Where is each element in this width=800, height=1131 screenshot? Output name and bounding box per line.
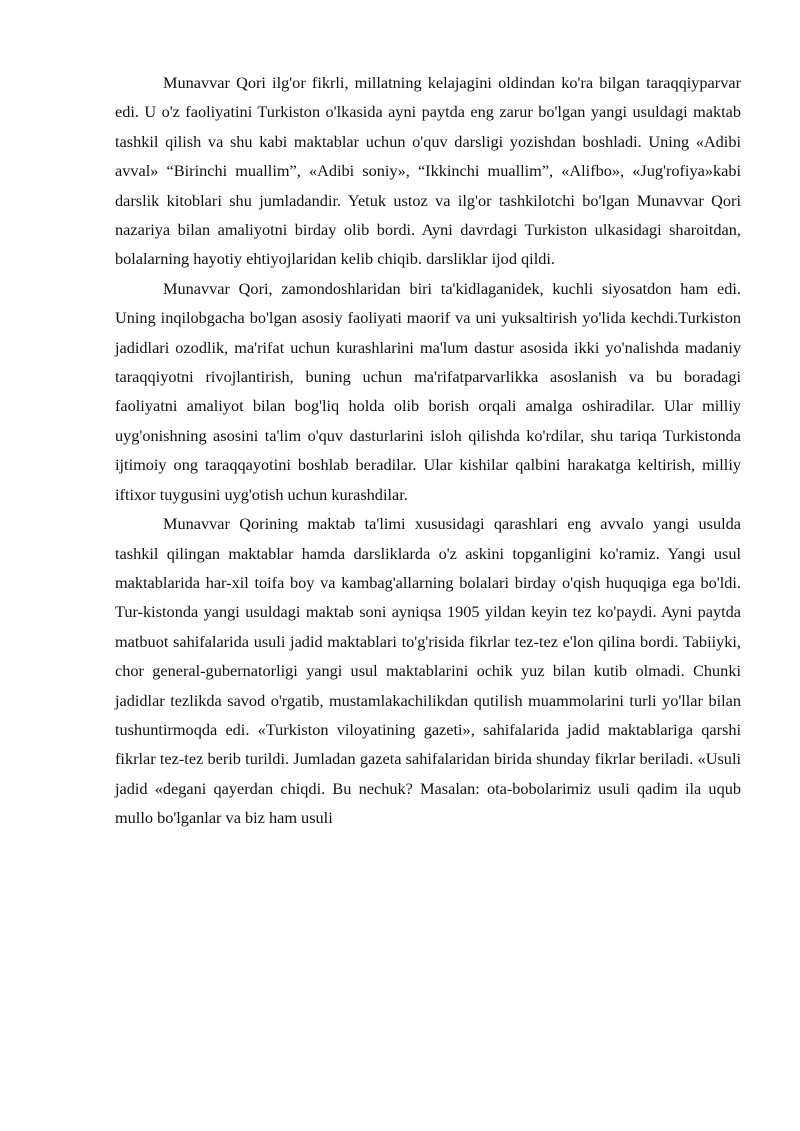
document-page bbox=[115, 68, 741, 833]
paragraph-1: Munavvar Qori ilg'or fikrli, millatning kelajagini oldindan ko'ra bilgan taraqqiyparvar edi. U o'z faoliyatini Turkiston o'lkasida ayni paytda eng zarur bo'lgan yangi usuldagi maktab tashkil qilish va shu kabi maktablar uchun o'quv darsligi yozishdan boshladi. Uning «Adibi avval» “Birinchi muallim”, «Adibi soniy», “Ikkinchi muallim”, «Alifbo», «Jug'rofiya»kabi darslik kitoblari shu jumladandir. Yetuk ustoz va ilg'or tashkilotchi bo'lgan Munavvar Qori nazariya bilan amaliyotni birday olib bordi. Ayni davrdagi Turkiston ulkasidagi sharoitdan, bolalarning hayotiy ehtiyojlaridan kelib chiqib. darsliklar ijod qildi. bbox=[115, 73, 741, 269]
paragraph-2: Munavvar Qori, zamondoshlaridan biri ta'kidlaganidek, kuchli siyosatdon ham edi. Uning inqilobgacha bo'lgan asosiy faoliyati maorif va uni yuksaltirish yo'lida kechdi.Turkiston jadidlari ozodlik, ma'rifat uchun kurashlarini ma'lum dastur asosida ikki yo'nalishda madaniy taraqqiyotni rivojlantirish, buning uchun ma'rifatparvarlikka asoslanish va bu boradagi faoliyatni amaliyot bilan bog'liq holda olib borish orqali amalga oshiradilar. Ular milliy uyg'onishning asosini ta'lim o'quv dasturlarini isloh qilishda ko'rdilar, shu tariqa Turkistonda ijtimoiy ong taraqqayotini boshlab beradilar. Ular kishilar qalbini harakatga keltirish, milliy iftixor tuygusini uyg'otish uchun kurashdilar. bbox=[115, 278, 741, 504]
paragraph-3: Munavvar Qorining maktab ta'limi xususidagi qarashlari eng avvalo yangi usulda tashkil qilingan maktablar hamda darsliklarda o'z askini topganligini ko'ramiz. Yangi usul maktablarida har-xil toifa boy va kambag'allarning bolalari birday o'qish huquqiga ega bo'ldi. Tur-kistonda yangi usuldagi maktab soni ayniqsa 1905 yildan keyin tez ko'paydi. Ayni paytda matbuot sahifalarida usuli jadid maktablari to'g'risida fikrlar tez-tez e'lon qilina bordi. Tabiiyki, chor general-gubernatorligi yangi usul maktablarini ochik yuz bilan kutib olmadi. Chunki jadidlar tezlikda savod o'rgatib, mustamlakachilikdan qutilish muammolarini turli yo'llar bilan tushuntirmoqda edi. «Turkiston viloyatining gazeti», sahifalarida jadid maktablariga qarshi fikrlar tez-tez berib turildi. Jumladan gazeta sahifalaridan birida shunday fikrlar beriladi. «Usuli jadid «degani qayerdan chiqdi. Bu nechuk? Masalan: ota-bobolarimiz usuli qadim ila uqub mullo bo'lganlar va biz ham usuli bbox=[115, 514, 741, 828]
